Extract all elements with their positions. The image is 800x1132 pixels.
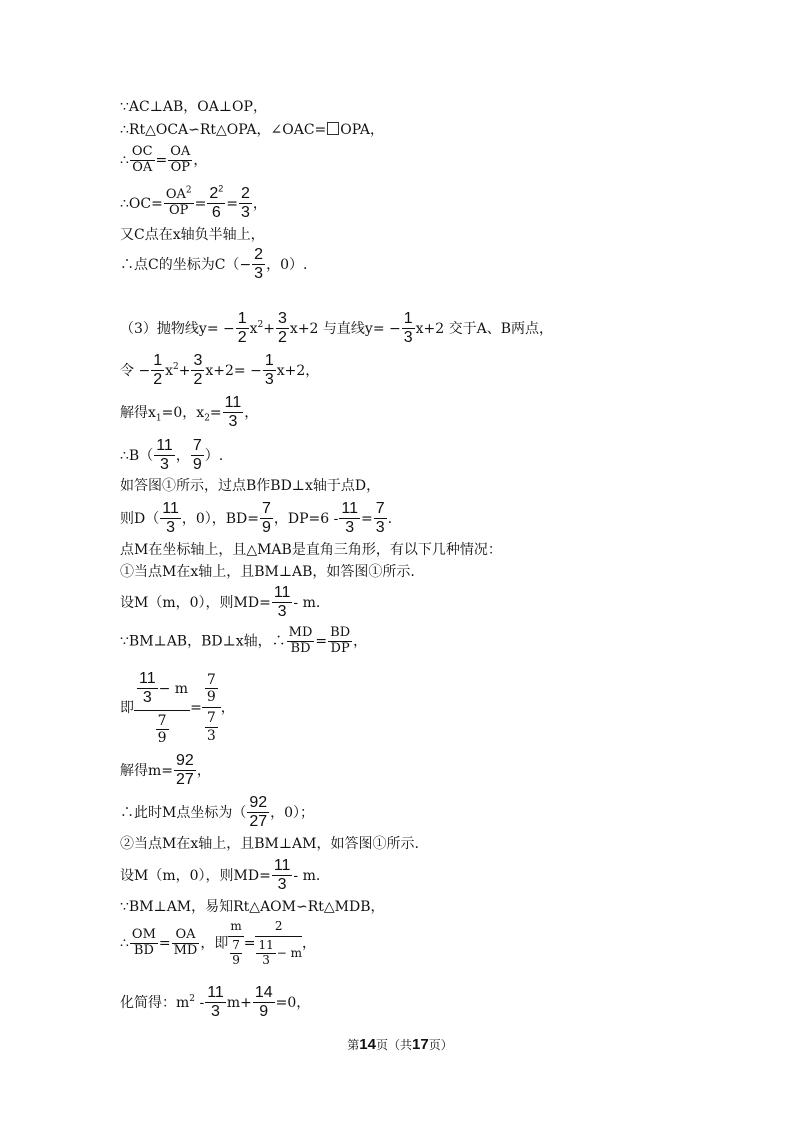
text: ，	[220, 699, 235, 716]
text: ∴	[120, 935, 129, 952]
text: - m.	[293, 867, 321, 884]
page-number: 14	[359, 1036, 376, 1053]
denominator: 3	[264, 371, 274, 389]
line-1	[120, 100, 267, 114]
denominator: 9	[259, 1003, 269, 1021]
bm-am-similar	[120, 900, 385, 914]
line-construct-bd	[120, 479, 380, 493]
numerator: 1	[236, 310, 249, 329]
denominator: OP	[169, 203, 189, 219]
fraction	[174, 752, 196, 790]
text: 如答图①所示，过点B作BD⊥x轴于点D，	[120, 478, 381, 494]
denominator: 3	[211, 1003, 220, 1021]
denominator: 3	[277, 876, 287, 894]
fraction	[256, 939, 275, 968]
fraction	[223, 394, 244, 432]
text: 页）	[428, 1038, 453, 1052]
denominator: 3	[277, 603, 287, 621]
fraction	[160, 500, 181, 538]
denominator: 2	[193, 371, 203, 389]
text: x	[249, 320, 258, 337]
text: ，0）；	[270, 804, 315, 821]
numerator: BD	[330, 625, 351, 640]
numerator: 11	[272, 857, 293, 876]
denominator	[255, 937, 302, 968]
text: =	[155, 152, 168, 169]
numerator: 7	[260, 500, 273, 519]
denominator: 9	[262, 519, 271, 537]
fraction	[328, 626, 352, 657]
text: ，	[244, 404, 259, 421]
numerator: OC	[131, 144, 153, 159]
text: =	[158, 935, 171, 952]
text: +	[178, 362, 191, 379]
numerator	[202, 672, 221, 708]
fraction	[402, 310, 415, 348]
numerator: 11	[258, 937, 274, 952]
denominator: 3	[142, 689, 152, 707]
subscript: 2	[204, 413, 210, 424]
text: ，0）.	[266, 256, 308, 273]
line-6	[120, 246, 307, 284]
numerator: 92	[174, 752, 196, 771]
text: =	[209, 404, 222, 421]
numerator: 1	[263, 352, 276, 371]
exponent: 2	[185, 186, 192, 197]
fraction	[137, 670, 158, 708]
text: =0，x	[161, 404, 205, 421]
therefore: ∴	[120, 152, 129, 169]
fraction	[236, 310, 249, 348]
point-d-line	[120, 500, 392, 538]
denominator: 6	[211, 204, 221, 222]
fraction	[172, 928, 200, 959]
denominator: 9	[232, 952, 240, 967]
denominator: 9	[157, 729, 167, 746]
case-1	[120, 565, 415, 579]
text: x+2 与直线y= −	[289, 320, 401, 337]
text: ∴点C的坐标为C（	[120, 256, 240, 273]
denominator: BD	[133, 943, 154, 959]
denominator: DP	[330, 640, 350, 656]
let-equation	[120, 352, 319, 390]
text: 设M（m，0），则MD=	[120, 867, 271, 884]
denominator: OP	[170, 159, 190, 175]
text: -	[195, 994, 205, 1011]
m-coordinate-1	[120, 794, 314, 832]
text: 解得x	[120, 404, 156, 421]
text: ②当点M在x轴上，且BM⊥AM，如答图①所示.	[120, 836, 419, 852]
denominator: 3	[403, 329, 413, 347]
denominator: 3	[345, 519, 355, 537]
fraction	[154, 437, 175, 475]
fraction	[205, 672, 218, 705]
text: ∵BM⊥AB，BD⊥x轴，∴	[120, 633, 286, 650]
numerator: 2	[252, 246, 265, 265]
text: ，0），BD=	[181, 510, 259, 527]
fraction	[156, 713, 169, 746]
text: =	[243, 935, 256, 952]
fraction	[339, 500, 360, 538]
exponent: 2	[257, 320, 264, 331]
text: ∵BM⊥AM，易知Rt△AOM∽Rt△MDB，	[120, 899, 385, 915]
compound-fraction	[134, 670, 190, 746]
fraction	[374, 500, 387, 538]
fraction	[287, 626, 315, 657]
numerator: 7	[374, 500, 387, 519]
numerator: 1	[151, 352, 164, 371]
denominator: 3	[160, 456, 169, 474]
point-b	[120, 437, 223, 475]
numerator	[134, 670, 190, 711]
text: 设M（m，0），则MD=	[120, 594, 271, 611]
numerator: 2	[239, 185, 252, 204]
text: − m	[158, 680, 189, 697]
page-footer	[0, 1036, 800, 1053]
compound-fraction	[228, 920, 243, 967]
denominator: 3	[241, 204, 250, 222]
set-m-1	[120, 584, 320, 622]
fraction	[253, 984, 275, 1022]
fraction	[207, 185, 225, 223]
exponent: 2	[173, 362, 179, 373]
fraction	[168, 145, 192, 176]
text: ∴此时M点坐标为（	[120, 804, 247, 821]
text: 令 −	[120, 362, 151, 379]
numerator	[207, 185, 225, 204]
case-2	[120, 837, 419, 851]
solve-x	[120, 394, 258, 432]
denominator	[228, 937, 243, 968]
text: =	[190, 699, 202, 716]
fraction	[130, 145, 155, 176]
denominator	[134, 711, 190, 746]
denominator: 3	[254, 265, 264, 283]
text: （3）抛物线y= −	[120, 320, 235, 337]
denominator: 9	[192, 456, 202, 474]
text: − m	[276, 945, 303, 960]
text: 第	[347, 1038, 360, 1052]
text: ，DP=6 -	[273, 510, 339, 527]
denominator: 3	[262, 952, 270, 967]
fraction	[151, 352, 164, 390]
solve-m	[120, 752, 211, 790]
text: 则D（	[120, 510, 160, 527]
set-m-2	[120, 857, 320, 895]
text: .	[387, 510, 393, 527]
numerator: 11	[205, 984, 226, 1003]
denominator: 2	[153, 371, 163, 389]
numerator: 7	[191, 437, 204, 456]
text: x+2，	[276, 362, 320, 379]
denominator: OA	[132, 159, 153, 175]
text: =0，	[275, 994, 311, 1011]
fraction	[272, 584, 293, 622]
text: ∴OC=	[120, 195, 163, 212]
cases-intro	[120, 543, 502, 557]
line-4	[120, 185, 267, 223]
fraction	[164, 188, 194, 219]
compound-fraction	[202, 672, 221, 743]
denominator: 3	[375, 519, 385, 537]
fraction	[276, 310, 289, 348]
denominator: 3	[166, 519, 175, 537]
denominator	[202, 708, 221, 743]
exponent: 2	[218, 183, 224, 194]
text: 即	[120, 699, 134, 716]
text: m+	[226, 994, 252, 1011]
part3-intro	[120, 310, 553, 348]
numerator: MD	[288, 625, 313, 640]
text: OPA，	[340, 122, 385, 138]
numerator: 11	[137, 670, 158, 689]
text: 点M在坐标轴上，且△MAB是直角三角形，有以下几种情况：	[120, 542, 502, 558]
text: x+2= −	[205, 362, 262, 379]
text: =	[360, 510, 373, 527]
numerator: 11	[160, 500, 181, 519]
text: ①当点M在x轴上，且BM⊥AB，如答图①所示.	[120, 564, 415, 580]
fraction	[205, 984, 226, 1022]
denominator: 9	[206, 689, 216, 706]
minus: −	[239, 256, 252, 273]
text: ）.	[204, 447, 224, 464]
line-2	[120, 122, 384, 137]
text: 化简得：m	[120, 994, 190, 1011]
fraction	[263, 352, 276, 390]
numerator: 7	[232, 937, 240, 952]
numerator: 7	[157, 712, 167, 729]
numerator: 11	[272, 584, 293, 603]
denominator: MD	[173, 943, 198, 959]
numerator: 14	[253, 984, 275, 1003]
numerator: 7	[206, 672, 216, 689]
page-total: 17	[412, 1036, 429, 1053]
text: x+2 交于A、B两点，	[415, 320, 554, 337]
denominator: 2	[278, 329, 287, 347]
text: =	[226, 195, 238, 212]
missing-glyph-box	[327, 122, 339, 135]
denominator: 3	[206, 727, 216, 744]
denominator: BD	[290, 640, 311, 656]
bm-ab-ratio	[120, 626, 367, 657]
numerator: 1	[402, 310, 415, 329]
text: =	[315, 633, 328, 650]
numerator: OA	[170, 144, 191, 159]
text: 2	[209, 185, 219, 202]
fraction	[130, 928, 158, 959]
line-5	[120, 228, 265, 242]
fraction	[239, 185, 252, 223]
numerator: 7	[206, 710, 216, 727]
denominator: 2	[237, 329, 247, 347]
text: ，	[175, 447, 190, 464]
subscript: 1	[155, 413, 162, 424]
text: ，	[252, 195, 267, 212]
text: - m.	[293, 594, 321, 611]
numerator: 92	[247, 794, 269, 813]
numerator: m	[228, 920, 243, 937]
numerator: OM	[131, 927, 156, 943]
line-3	[120, 145, 207, 176]
numerator	[164, 188, 194, 204]
fraction	[272, 857, 293, 895]
denominator: 27	[176, 771, 194, 789]
text: ∴Rt△OCA∽Rt△OPA，∠OAC=	[120, 122, 327, 138]
text: 解得m=	[120, 762, 174, 779]
denominator: 3	[228, 413, 238, 431]
text: OA	[165, 187, 186, 203]
text: ，	[196, 762, 211, 779]
numerator: OA	[172, 928, 200, 944]
om-ratio	[120, 920, 316, 967]
fraction	[191, 437, 204, 475]
numerator: 11	[154, 437, 175, 456]
numerator: 11	[223, 394, 244, 413]
compound-equation-1	[120, 670, 235, 746]
text: ，	[302, 935, 317, 952]
compound-fraction	[255, 920, 302, 967]
text: 又C点在x轴负半轴上，	[120, 227, 265, 243]
text: ，	[353, 633, 368, 650]
fraction	[247, 794, 269, 832]
text: =	[194, 195, 207, 212]
simplify	[120, 984, 310, 1022]
fraction	[252, 246, 265, 284]
fraction	[191, 352, 204, 390]
fraction	[205, 710, 218, 743]
text: 页（共	[375, 1038, 412, 1052]
numerator: 3	[191, 352, 204, 371]
numerator: 2	[255, 920, 302, 937]
text: ，即	[200, 935, 229, 952]
text: ∴B（	[120, 447, 154, 464]
numerator: 11	[339, 500, 360, 519]
exponent: 2	[189, 994, 196, 1005]
fraction	[230, 939, 242, 968]
text: x	[165, 362, 173, 379]
text: ，	[193, 152, 208, 169]
numerator: 3	[276, 310, 289, 329]
text: +	[263, 320, 276, 337]
text: ∵AC⊥AB，OA⊥OP，	[120, 99, 267, 115]
denominator: 27	[249, 813, 268, 831]
fraction	[260, 500, 273, 538]
